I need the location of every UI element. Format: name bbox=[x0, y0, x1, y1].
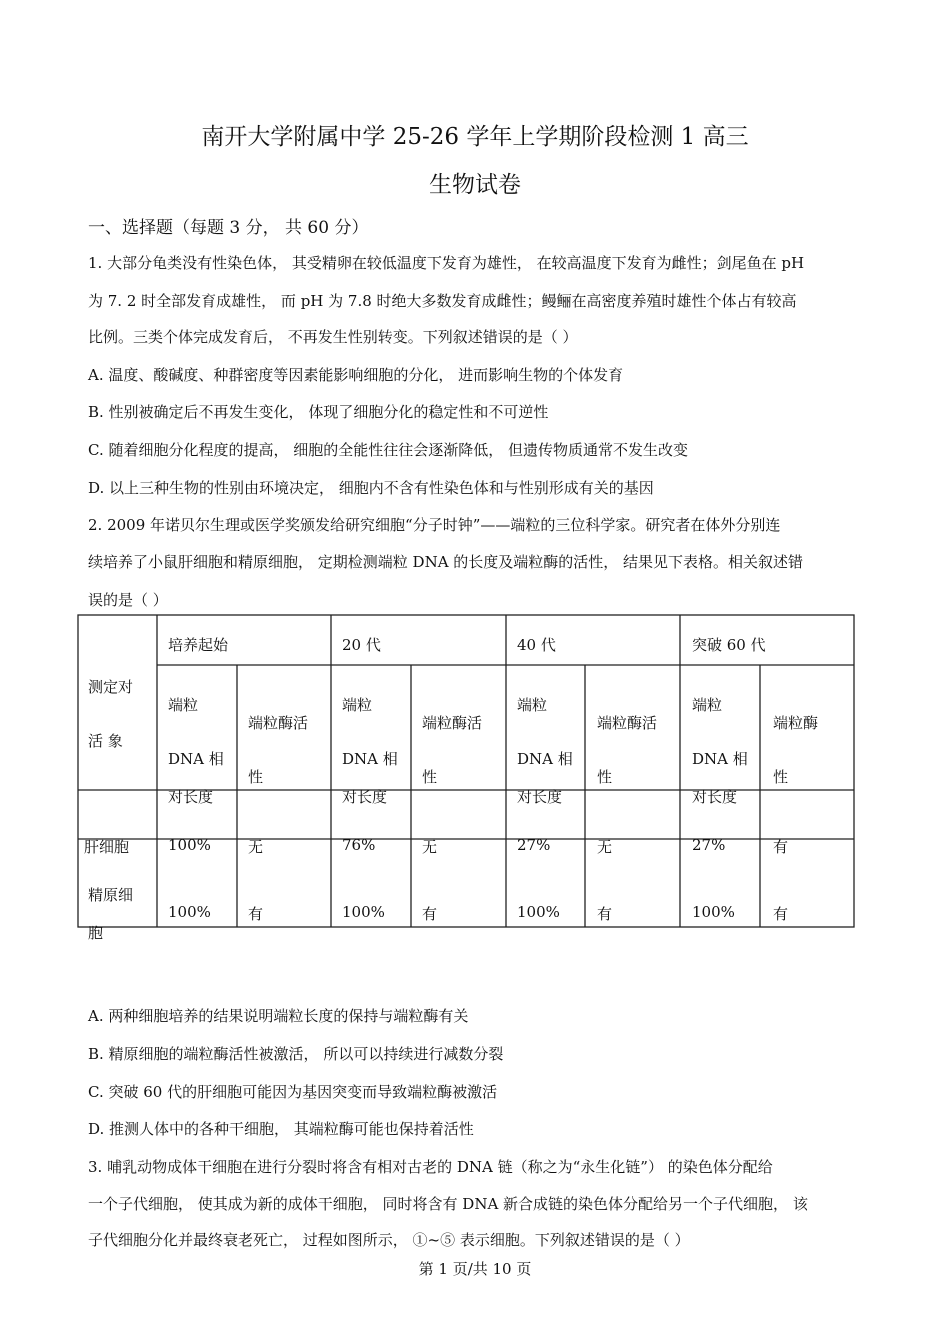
subheader-enzyme: 端粒酶活 bbox=[422, 714, 483, 732]
table-cell: 27% bbox=[517, 836, 551, 854]
table-cell: 100% bbox=[168, 903, 211, 921]
q1-option-d: D. 以上三种生物的性别由环境决定， 细胞内不含有性染色体和与性别形成有关的基因 bbox=[88, 479, 654, 497]
q3-stem-line3: 子代细胞分化并最终衰老死亡， 过程如图所示， ①~⑤ 表示细胞。下列叙述错误的是（ ） bbox=[88, 1231, 690, 1249]
table-cell: 100% bbox=[692, 903, 735, 921]
table-cell: 有 bbox=[597, 905, 613, 923]
subheader-enzyme: 性 bbox=[773, 768, 789, 786]
q2-stem-line1: 2. 2009 年诺贝尔生理或医学奖颁发给研究细胞“分子时钟”——端粒的三位科学家。研究者在体外分别连 bbox=[88, 516, 781, 534]
table-cell: 100% bbox=[517, 903, 560, 921]
subheader-dna: 对长度 bbox=[692, 788, 738, 806]
table-cell: 有 bbox=[422, 905, 438, 923]
page-title: 南开大学附属中学 25-26 学年上学期阶段检测 1 高三 bbox=[201, 124, 749, 150]
q1-stem-line3: 比例。三类个体完成发育后， 不再发生性别转变。下列叙述错误的是（ ） bbox=[88, 328, 578, 346]
q1-option-c: C. 随着细胞分化程度的提高， 细胞的全能性往往会逐渐降低， 但遗传物质通常不发生改变 bbox=[88, 441, 689, 459]
table-row-header-2: 活 象 bbox=[88, 732, 123, 750]
table-group-header: 突破 60 代 bbox=[692, 636, 766, 654]
table-cell: 无 bbox=[597, 838, 613, 856]
subheader-enzyme: 性 bbox=[248, 768, 264, 786]
q2-stem-line3: 误的是（ ） bbox=[88, 591, 168, 609]
subheader-dna: DNA 相 bbox=[168, 750, 224, 768]
subheader-dna: 对长度 bbox=[517, 788, 563, 806]
q1-stem-line1: 1. 大部分龟类没有性染色体， 其受精卵在较低温度下发育为雄性， 在较高温度下发育为雌性；剑尾鱼在 pH bbox=[88, 254, 805, 272]
q2-stem-line2: 续培养了小鼠肝细胞和精原细胞， 定期检测端粒 DNA 的长度及端粒酶的活性， 结果见下表格。相关叙述错 bbox=[88, 553, 804, 571]
table-cell: 有 bbox=[248, 905, 264, 923]
table-cell: 有 bbox=[773, 905, 789, 923]
table-cell: 27% bbox=[692, 836, 726, 854]
page-footer: 第 1 页/共 10 页 bbox=[418, 1260, 532, 1278]
section-heading: 一、选择题（每题 3 分， 共 60 分） bbox=[88, 218, 369, 238]
table-cell: 无 bbox=[248, 838, 264, 856]
table-row-label: 精原细 bbox=[88, 886, 134, 904]
table-row-header: 测定对 bbox=[88, 678, 134, 696]
subheader-enzyme: 端粒酶活 bbox=[248, 714, 309, 732]
q2-option-c: C. 突破 60 代的肝细胞可能因为基因突变而导致端粒酶被激活 bbox=[88, 1083, 498, 1101]
table-row-label: 肝细胞 bbox=[84, 838, 130, 856]
table-group-header: 20 代 bbox=[342, 636, 381, 654]
subheader-dna: 端粒 bbox=[692, 696, 723, 714]
table-group-header: 40 代 bbox=[517, 636, 556, 654]
table-cell: 100% bbox=[168, 836, 211, 854]
table-cell: 100% bbox=[342, 903, 385, 921]
table-row-label-2: 胞 bbox=[88, 924, 104, 942]
subheader-enzyme: 端粒酶活 bbox=[597, 714, 658, 732]
subheader-dna: 端粒 bbox=[342, 696, 373, 714]
q2-option-a: A. 两种细胞培养的结果说明端粒长度的保持与端粒酶有关 bbox=[88, 1007, 469, 1025]
subheader-enzyme: 端粒酶 bbox=[773, 714, 819, 732]
q1-option-b: B. 性别被确定后不再发生变化， 体现了细胞分化的稳定性和不可逆性 bbox=[88, 403, 549, 421]
table-cell: 无 bbox=[422, 838, 438, 856]
page-subtitle: 生物试卷 bbox=[429, 172, 521, 198]
subheader-dna: DNA 相 bbox=[517, 750, 573, 768]
subheader-dna: DNA 相 bbox=[692, 750, 748, 768]
subheader-enzyme: 性 bbox=[597, 768, 613, 786]
q3-stem-line1: 3. 哺乳动物成体干细胞在进行分裂时将含有相对古老的 DNA 链（称之为“永生化链”） 的染色体分配给 bbox=[88, 1158, 773, 1176]
q1-option-a: A. 温度、酸碱度、种群密度等因素能影响细胞的分化， 进而影响生物的个体发育 bbox=[88, 366, 624, 384]
subheader-dna: 对长度 bbox=[342, 788, 388, 806]
q3-stem-line2: 一个子代细胞， 使其成为新的成体干细胞， 同时将含有 DNA 新合成链的染色体分配给另一个子代细胞， 该 bbox=[88, 1195, 808, 1213]
table-cell: 76% bbox=[342, 836, 376, 854]
subheader-dna: DNA 相 bbox=[342, 750, 398, 768]
table-group-header: 培养起始 bbox=[168, 636, 229, 654]
subheader-dna: 对长度 bbox=[168, 788, 214, 806]
q1-stem-line2: 为 7. 2 时全部发育成雄性， 而 pH 为 7.8 时绝大多数发育成雌性；鳗鲡在高密度养殖时雄性个体占有较高 bbox=[88, 292, 797, 310]
subheader-dna: 端粒 bbox=[168, 696, 199, 714]
q2-option-b: B. 精原细胞的端粒酶活性被激活， 所以可以持续进行减数分裂 bbox=[88, 1045, 504, 1063]
subheader-dna: 端粒 bbox=[517, 696, 548, 714]
table-cell: 有 bbox=[773, 838, 789, 856]
q2-option-d: D. 推测人体中的各种干细胞， 其端粒酶可能也保持着活性 bbox=[88, 1120, 474, 1138]
subheader-enzyme: 性 bbox=[422, 768, 438, 786]
